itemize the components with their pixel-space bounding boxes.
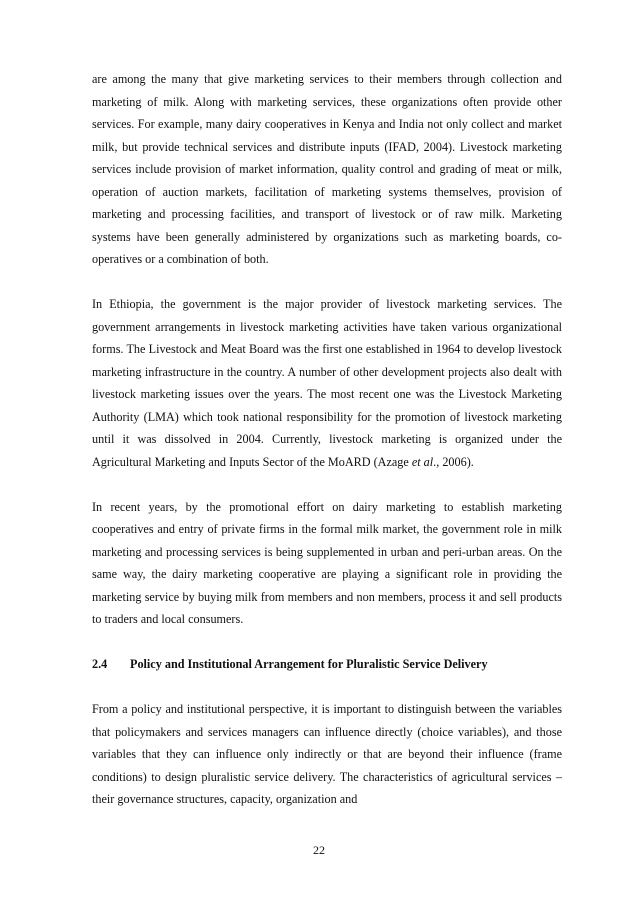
paragraph-policy-perspective: From a policy and institutional perspective, it is important to distinguish between the variables that policymakers and services managers can influence directly (choice variables), and those variables that they can influence only indirectly or that are beyond their influence (frame conditions) to design pluralistic service delivery. The characteristics of agricultural services – their governance structures, capacity, organization and xyxy=(92,702,562,806)
page-content xyxy=(92,68,562,811)
paragraph-text: In Ethiopia, the government is the major provider of livestock marketing services. The government arrangements in livestock marketing activities have taken various organizational forms. The Livestock and Meat Board was the first one established in 1964 to develop livestock marketing infrastructure in the country. A number of other development projects also dealt with livestock marketing issues over the years. The most recent one was the Livestock Marketing Authority (LMA) which took national responsibility for the promotion of livestock marketing until it was dissolved in 2004. Currently, livestock marketing is organized under the Agricultural Marketing and Inputs Sector of the MoARD (Azage xyxy=(92,297,562,469)
section-heading xyxy=(92,653,562,676)
page-number: 22 xyxy=(313,843,325,857)
paragraph-ethiopia-government xyxy=(92,293,562,473)
paragraph-text-end: ., 2006). xyxy=(433,454,474,469)
section-number: 2.4 xyxy=(92,657,108,671)
citation-italic: et al xyxy=(411,454,434,469)
section-title: Policy and Institutional Arrangement for Pluralistic Service Delivery xyxy=(130,657,488,671)
paragraph-marketing-services: are among the many that give marketing services to their members through collection and marketing of milk. Along with marketing services, these organizations often provide other services. For example, many dairy cooperatives in Kenya and India not only collect and market milk, but provide technical services and distribute inputs (IFAD, 2004). Livestock marketing services include provision of market information, quality control and grading of meat or milk, operation of auction markets, facilitation of marketing systems themselves, provision of marketing and processing facilities, and transport of livestock or of raw milk. Marketing systems have been generally administered by organizations such as marketing boards, co-operatives or a combination of both. xyxy=(92,72,562,266)
paragraph-recent-years: In recent years, by the promotional effort on dairy marketing to establish marketing cooperatives and entry of private firms in the formal milk market, the government role in milk marketing and processing services is being supplemented in urban and peri-urban areas. On the same way, the dairy marketing cooperative are playing a significant role in providing the marketing service by buying milk from members and non members, process it and sell products to traders and local consumers. xyxy=(92,499,562,626)
